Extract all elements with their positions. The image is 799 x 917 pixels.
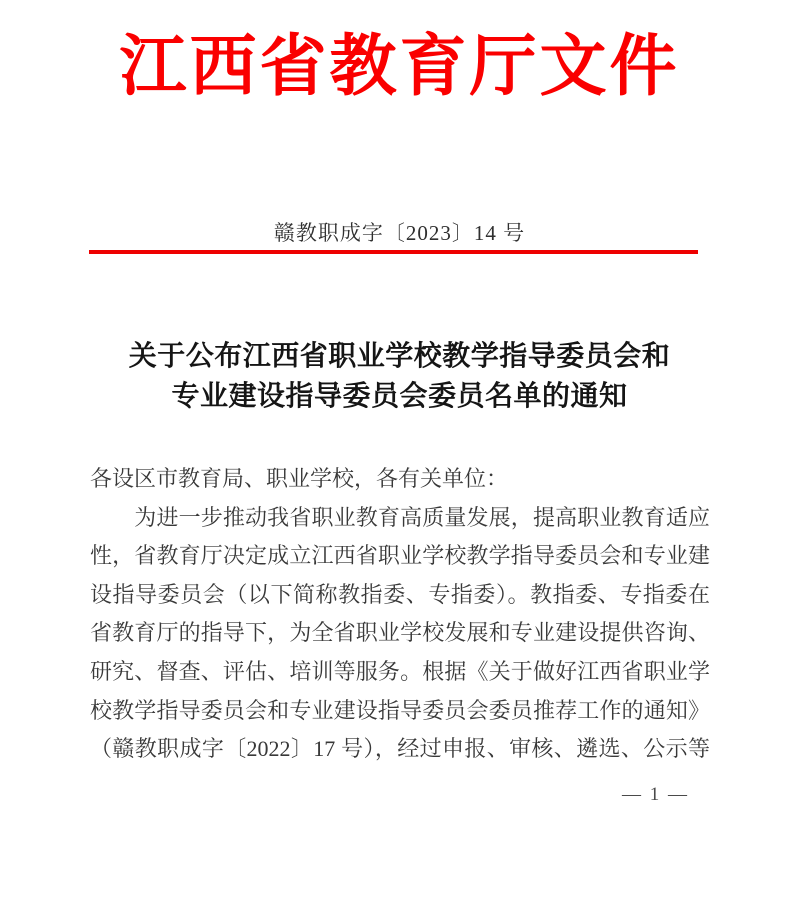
document-number: 赣教职成字〔2023〕14 号: [273, 221, 526, 245]
body-line: 为进一步推动我省职业教育高质量发展，提高职业教育适应: [90, 504, 710, 530]
body-line: 研究、督查、评估、培训等服务。根据《关于做好江西省职业学: [90, 658, 710, 684]
body-line: 性，省教育厅决定成立江西省职业学校教学指导委员会和专业建: [90, 543, 710, 569]
document-title: [0, 337, 799, 417]
page-number: — 1 —: [622, 784, 689, 805]
document-body: [90, 460, 710, 769]
salutation-line: 各设区市教育局、职业学校，各有关单位：: [90, 466, 509, 491]
red-divider-rule: [89, 250, 698, 254]
document-title-line-2: 专业建设指导委员会委员名单的通知: [171, 381, 628, 412]
body-line: 省教育厅的指导下，为全省职业学校发展和专业建设提供咨询、: [90, 620, 710, 646]
agency-letterhead: 江西省教育厅文件: [119, 30, 680, 104]
body-line: 校教学指导委员会和专业建设指导委员会委员推荐工作的通知》: [90, 697, 710, 723]
document-title-line-1: 关于公布江西省职业学校教学指导委员会和: [128, 341, 671, 372]
body-line: （赣教职成字〔2022〕17 号），经过申报、审核、遴选、公示等: [90, 736, 710, 762]
body-line: 设指导委员会（以下简称教指委、专指委）。教指委、专指委在: [90, 581, 710, 607]
